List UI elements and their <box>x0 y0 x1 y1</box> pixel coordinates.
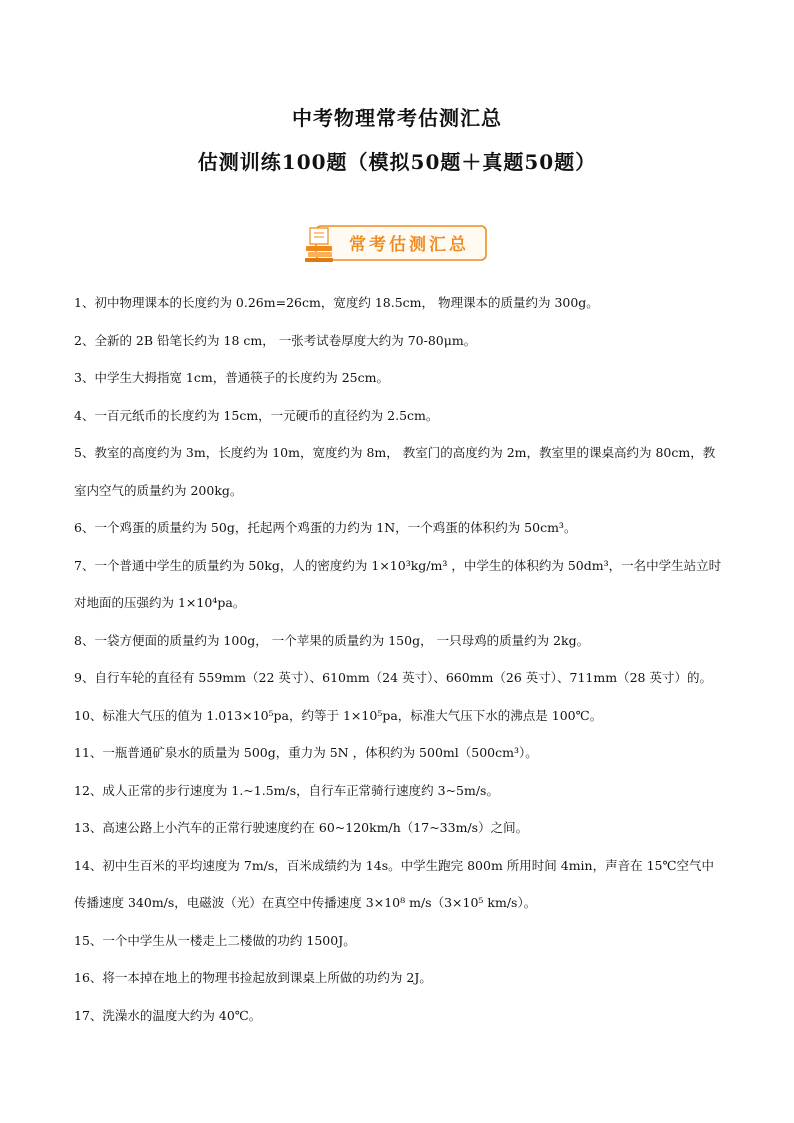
list-item: 15、一个中学生从一楼走上二楼做的功约 1500J。 <box>74 932 356 948</box>
list-item: 12、成人正常的步行速度为 1.~1.5m/s，自行车正常骑行速度约 3~5m/s。 <box>74 782 499 798</box>
list-item: 5、教室的高度约为 3m，长度约为 10m，宽度约为 8m， 教室门的高度约为 2m，教室里的课桌高约为 80cm，教室内空气的质量约为 200kg。 <box>74 445 716 498</box>
list-item: 9、自行车轮的直径有 559mm（22 英寸）、610mm（24 英寸）、660mm（26 英寸）、711mm（28 英寸）的。 <box>74 670 712 685</box>
section-badge-label: 常考估测汇总 <box>349 235 469 255</box>
list-item: 14、初中生百米的平均速度为 7m/s，百米成绩约为 14s。中学生跑完 800m 所用时间 4min，声音在 15℃空气中传播速度 340m/s，电磁波（光）在真空中传播速度 3×10⁸ m/s（3×10⁵ km/s）。 <box>74 857 714 910</box>
page-subtitle: 估测训练100题（模拟50题＋真题50题） <box>197 150 597 174</box>
list-item: 4、一百元纸币的长度约为 15cm，一元硬币的直径约为 2.5cm。 <box>74 407 439 423</box>
estimate-list <box>74 284 724 1034</box>
list-item: 13、高速公路上小汽车的正常行驶速度约在 60~120km/h（17~33m/s）之间。 <box>74 820 529 835</box>
list-item: 2、全新的 2B 铅笔长约为 18 cm， 一张考试卷厚度大约为 70-80μm。 <box>74 332 477 348</box>
list-item: 11、一瓶普通矿泉水的质量为 500g，重力为 5N ，体积约为 500ml（500cm³）。 <box>74 745 538 760</box>
list-item: 16、将一本掉在地上的物理书捡起放到课桌上所做的功约为 2J。 <box>74 970 432 985</box>
list-item: 8、一袋方便面的质量约为 100g， 一个苹果的质量约为 150g， 一只母鸡的质量约为 2kg。 <box>74 632 590 648</box>
page-title: 中考物理常考估测汇总 <box>292 106 502 130</box>
list-item: 1、初中物理课本的长度约为 0.26m=26cm，宽度约 18.5cm， 物理课本的质量约为 300g。 <box>74 295 599 310</box>
list-item: 3、中学生大拇指宽 1cm，普通筷子的长度约为 25cm。 <box>74 370 389 385</box>
list-item: 17、洗澡水的温度大约为 40℃。 <box>74 1007 262 1023</box>
list-item: 7、一个普通中学生的质量约为 50kg，人的密度约为 1×10³kg/m³ ，中学生的体积约为 50dm³，一名中学生站立时对地面的压强约为 1×10⁴pa。 <box>74 557 722 610</box>
section-badge <box>302 222 490 264</box>
list-item: 6、一个鸡蛋的质量约为 50g，托起两个鸡蛋的力约为 1N，一个鸡蛋的体积约为 50cm³。 <box>74 520 577 535</box>
list-item: 10、标准大气压的值为 1.013×10⁵pa，约等于 1×10⁵pa，标准大气压下水的沸点是 100℃。 <box>74 707 603 723</box>
